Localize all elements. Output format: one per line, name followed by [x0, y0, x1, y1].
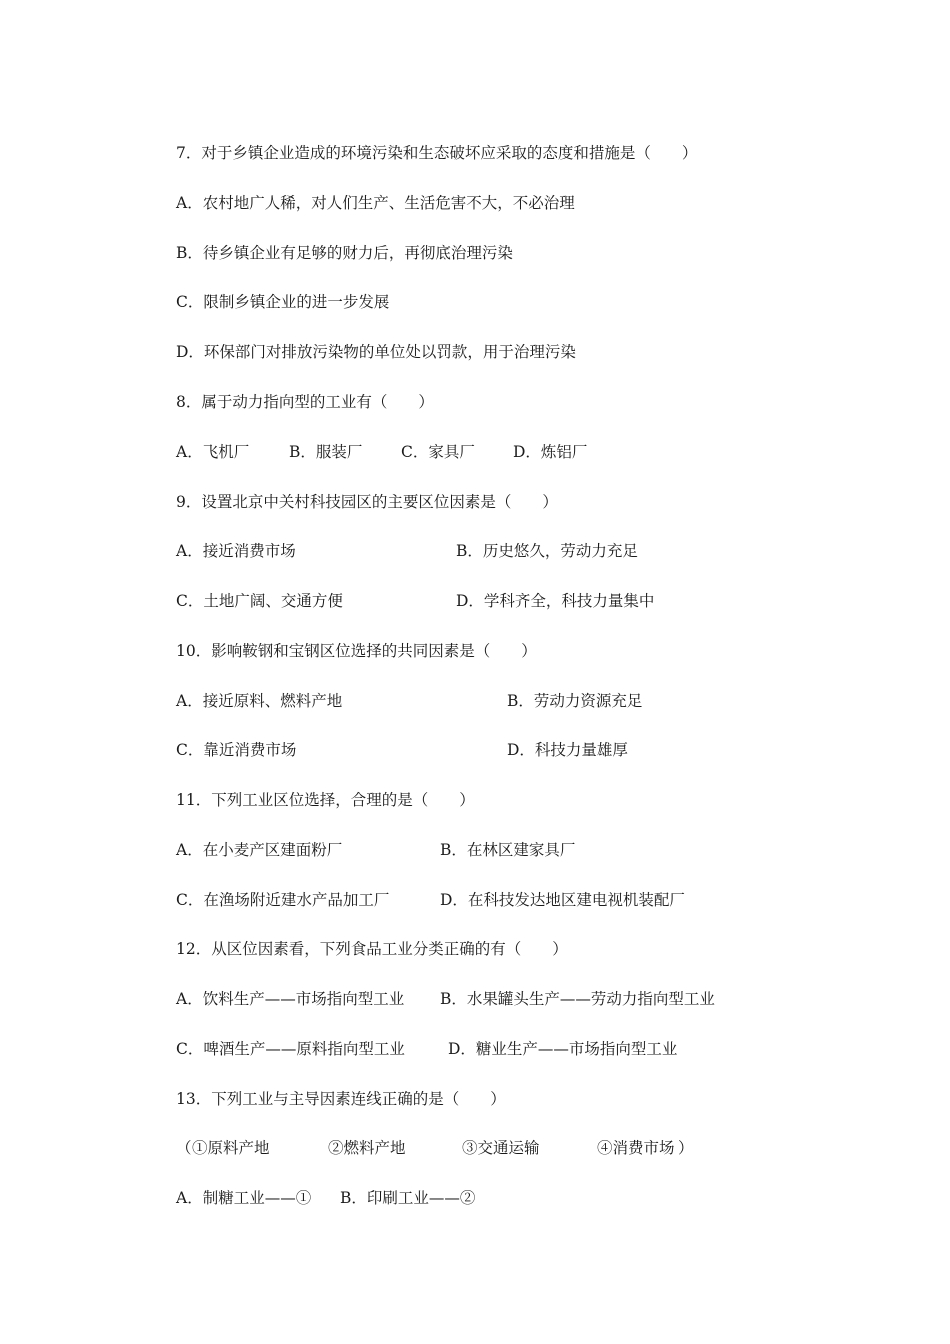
question-10-option-d: D．科技力量雄厚	[507, 741, 628, 759]
question-10-stem: 10．影响鞍钢和宝钢区位选择的共同因素是（ ）	[176, 642, 537, 660]
legend-item-1: ①原料产地	[192, 1139, 270, 1157]
question-7-option-a: A．农村地广人稀，对人们生产、生活危害不大，不必治理	[176, 194, 575, 212]
question-13-stem: 13．下列工业与主导因素连线正确的是（ ）	[176, 1090, 506, 1108]
question-10-option-a: A．接近原料、燃料产地	[176, 692, 343, 710]
question-9-option-d: D．学科齐全，科技力量集中	[456, 592, 655, 610]
legend-item-4: ④消费市场	[597, 1139, 675, 1157]
question-7-option-c: C．限制乡镇企业的进一步发展	[176, 293, 390, 311]
question-7-option-d: D．环保部门对排放污染物的单位处以罚款，用于治理污染	[176, 343, 576, 361]
question-12-option-b: B．水果罐头生产——劳动力指向型工业	[440, 990, 715, 1008]
question-8-option-a: A．飞机厂	[176, 443, 250, 461]
question-11-option-c: C．在渔场附近建水产品加工厂	[176, 891, 390, 909]
question-10-option-c: C．靠近消费市场	[176, 741, 297, 759]
question-12-option-c: C．啤酒生产——原料指向型工业	[176, 1040, 405, 1058]
question-12-stem: 12．从区位因素看，下列食品工业分类正确的有（ ）	[176, 940, 568, 958]
legend-close-paren: ）	[678, 1139, 694, 1157]
legend-open-paren: （	[176, 1139, 192, 1157]
question-11-option-d: D．在科技发达地区建电视机装配厂	[440, 891, 685, 909]
legend-item-2: ②燃料产地	[328, 1139, 406, 1157]
question-11-stem: 11．下列工业区位选择，合理的是（ ）	[176, 791, 475, 809]
question-7-option-b: B．待乡镇企业有足够的财力后，再彻底治理污染	[176, 244, 513, 262]
question-12-option-d: D．糖业生产——市场指向型工业	[448, 1040, 678, 1058]
question-8-option-d: D．炼铝厂	[513, 443, 588, 461]
question-8-stem: 8．属于动力指向型的工业有（ ）	[176, 393, 434, 411]
question-11-option-b: B．在林区建家具厂	[440, 841, 576, 859]
question-12-option-a: A．饮料生产——市场指向型工业	[176, 990, 405, 1008]
question-11-option-a: A．在小麦产区建面粉厂	[176, 841, 343, 859]
question-8-option-b: B．服装厂	[289, 443, 363, 461]
legend-item-3: ③交通运输	[462, 1139, 540, 1157]
question-8-option-c: C．家具厂	[401, 443, 475, 461]
question-9-option-b: B．历史悠久，劳动力充足	[456, 542, 638, 560]
question-13-option-b: B．印刷工业——②	[340, 1189, 476, 1207]
question-7-stem: 7．对于乡镇企业造成的环境污染和生态破坏应采取的态度和措施是（ ）	[176, 144, 698, 162]
question-9-stem: 9．设置北京中关村科技园区的主要区位因素是（ ）	[176, 493, 558, 511]
question-9-option-a: A．接近消费市场	[176, 542, 296, 560]
question-9-option-c: C．土地广阔、交通方便	[176, 592, 343, 610]
question-10-option-b: B．劳动力资源充足	[507, 692, 643, 710]
question-13-option-a: A．制糖工业——①	[176, 1189, 312, 1207]
